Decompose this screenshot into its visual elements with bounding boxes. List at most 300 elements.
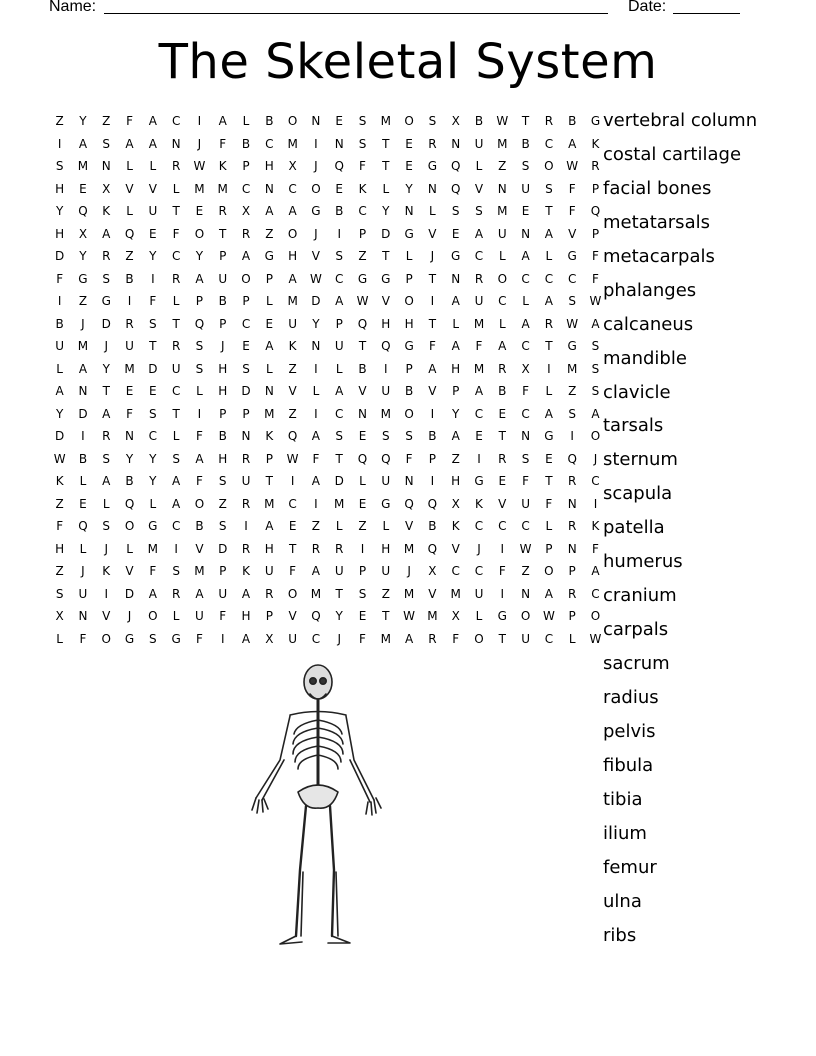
grid-letter: V: [474, 181, 484, 196]
grid-letter: P: [265, 451, 273, 466]
grid-letter: N: [241, 429, 251, 444]
grid-letter: S: [102, 519, 111, 534]
grid-letter: C: [521, 406, 530, 421]
grid-letter: Y: [79, 249, 87, 264]
grid-letter: L: [172, 429, 180, 444]
grid-letter: S: [55, 586, 64, 601]
grid-letter: Y: [335, 609, 343, 624]
grid-row: [48, 110, 607, 133]
grid-letter: Q: [450, 159, 461, 174]
grid-letter: I: [127, 294, 132, 309]
grid-letter: A: [498, 339, 507, 354]
word-list-item: sacrum: [603, 653, 670, 674]
grid-letter: S: [405, 429, 413, 444]
grid-letter: G: [101, 294, 111, 309]
grid-letter: G: [264, 249, 274, 264]
grid-letter: O: [404, 406, 414, 421]
grid-letter: N: [334, 136, 344, 151]
grid-row: [48, 223, 607, 246]
grid-letter: S: [242, 361, 250, 376]
grid-row: [48, 470, 607, 493]
grid-letter: X: [451, 609, 460, 624]
word-list-item: metatarsals: [603, 211, 710, 233]
grid-letter: I: [314, 496, 318, 511]
grid-letter: T: [382, 609, 390, 624]
grid-letter: W: [356, 294, 369, 309]
grid-letter: Z: [265, 226, 274, 241]
grid-letter: I: [104, 586, 109, 601]
grid-letter: F: [568, 204, 576, 219]
grid-letter: Z: [288, 406, 297, 421]
grid-row: [48, 380, 607, 403]
grid-letter: U: [474, 136, 484, 151]
grid-row: [48, 268, 607, 291]
grid-row: [48, 358, 607, 381]
grid-letter: I: [477, 451, 481, 466]
grid-letter: Y: [382, 204, 390, 219]
grid-letter: C: [171, 114, 181, 129]
grid-letter: A: [568, 136, 577, 151]
grid-letter: A: [335, 294, 344, 309]
grid-letter: T: [545, 474, 553, 489]
grid-letter: A: [148, 136, 157, 151]
grid-letter: L: [452, 316, 460, 331]
grid-letter: N: [264, 181, 274, 196]
grid-letter: W: [53, 451, 66, 466]
grid-letter: I: [593, 496, 598, 511]
grid-letter: Z: [55, 114, 64, 129]
grid-letter: S: [381, 429, 390, 444]
grid-letter: R: [125, 316, 134, 331]
grid-letter: L: [475, 609, 483, 624]
grid-letter: S: [475, 204, 483, 219]
grid-letter: H: [55, 541, 65, 556]
grid-row: [48, 515, 607, 538]
grid-letter: N: [451, 136, 461, 151]
grid-letter: L: [359, 474, 366, 489]
grid-letter: B: [428, 519, 437, 534]
grid-letter: H: [55, 226, 65, 241]
grid-letter: T: [265, 474, 273, 489]
grid-letter: T: [498, 429, 506, 444]
grid-row: [48, 290, 607, 313]
grid-letter: Q: [381, 339, 391, 354]
grid-letter: S: [545, 181, 553, 196]
grid-letter: Z: [311, 519, 321, 534]
grid-letter: D: [334, 474, 344, 489]
grid-letter: P: [405, 361, 413, 376]
grid-letter: M: [473, 316, 485, 331]
grid-row: [48, 200, 607, 223]
grid-letter: E: [358, 429, 367, 444]
word-list-item: femur: [603, 856, 657, 878]
grid-letter: Y: [149, 249, 157, 264]
grid-letter: Y: [55, 406, 64, 421]
grid-letter: R: [335, 541, 344, 556]
grid-letter: P: [591, 181, 600, 196]
grid-letter: S: [521, 451, 530, 466]
grid-letter: P: [219, 564, 227, 579]
grid-letter: W: [589, 294, 602, 309]
grid-letter: L: [545, 519, 553, 534]
grid-letter: Z: [568, 384, 577, 399]
grid-letter: N: [358, 406, 367, 421]
grid-letter: L: [172, 609, 180, 624]
grid-letter: J: [337, 631, 341, 646]
grid-letter: G: [427, 159, 438, 174]
grid-letter: W: [193, 159, 206, 174]
grid-letter: K: [218, 159, 227, 174]
grid-letter: M: [380, 406, 391, 421]
grid-letter: M: [194, 564, 205, 579]
grid-letter: J: [430, 249, 435, 264]
grid-letter: S: [149, 631, 157, 646]
grid-row: [48, 628, 607, 651]
grid-letter: O: [241, 271, 251, 286]
grid-letter: H: [218, 384, 228, 399]
grid-letter: F: [195, 429, 203, 444]
grid-letter: O: [404, 114, 414, 129]
grid-letter: C: [451, 564, 460, 579]
grid-letter: C: [288, 496, 297, 511]
grid-letter: C: [474, 249, 484, 264]
grid-letter: P: [265, 271, 273, 286]
grid-letter: W: [589, 631, 602, 646]
grid-letter: O: [544, 159, 554, 174]
grid-letter: M: [497, 136, 508, 151]
date-field-line[interactable]: [673, 13, 740, 14]
grid-letter: T: [358, 339, 367, 354]
word-list-item: sternum: [603, 449, 678, 471]
grid-letter: E: [265, 316, 274, 331]
grid-letter: T: [545, 204, 553, 219]
grid-letter: W: [496, 114, 509, 129]
grid-letter: Q: [567, 451, 577, 466]
grid-letter: L: [196, 384, 203, 399]
grid-letter: M: [450, 586, 461, 601]
grid-letter: Y: [312, 316, 320, 331]
grid-letter: S: [149, 316, 157, 331]
word-list-item: costal cartilage: [603, 143, 742, 165]
grid-letter: N: [171, 136, 181, 151]
grid-letter: M: [217, 181, 228, 196]
grid-letter: L: [56, 631, 63, 646]
grid-letter: R: [241, 541, 251, 556]
grid-letter: H: [381, 316, 391, 331]
grid-letter: X: [288, 159, 297, 174]
grid-letter: R: [568, 474, 577, 489]
grid-letter: L: [265, 361, 273, 376]
grid-letter: C: [591, 474, 600, 489]
grid-letter: M: [567, 361, 578, 376]
grid-letter: I: [430, 406, 435, 421]
grid-letter: U: [334, 564, 344, 579]
grid-letter: S: [149, 406, 157, 421]
word-list-item: humerus: [603, 551, 683, 573]
grid-letter: U: [521, 496, 530, 511]
grid-letter: A: [102, 474, 111, 489]
grid-letter: Q: [404, 496, 414, 511]
grid-letter: A: [55, 384, 64, 399]
grid-letter: L: [335, 361, 343, 376]
grid-letter: U: [334, 339, 344, 354]
word-list-item: mandible: [603, 347, 687, 369]
grid-letter: C: [335, 271, 344, 286]
grid-letter: M: [264, 406, 275, 421]
grid-letter: S: [591, 361, 600, 376]
grid-letter: V: [148, 181, 157, 196]
grid-letter: R: [428, 631, 437, 646]
grid-letter: U: [195, 609, 204, 624]
grid-letter: R: [171, 586, 181, 601]
grid-letter: S: [335, 429, 344, 444]
grid-letter: U: [497, 226, 507, 241]
grid-letter: J: [593, 451, 598, 466]
grid-letter: V: [125, 181, 134, 196]
grid-letter: Q: [357, 316, 368, 331]
grid-letter: I: [197, 406, 202, 421]
grid-letter: A: [148, 586, 157, 601]
grid-letter: R: [544, 114, 554, 129]
grid-letter: R: [311, 541, 321, 556]
grid-letter: T: [428, 271, 437, 286]
word-list-item: ulna: [603, 890, 642, 912]
grid-letter: L: [126, 159, 133, 174]
grid-letter: F: [195, 631, 203, 646]
word-list: [603, 109, 757, 957]
grid-letter: C: [544, 136, 554, 151]
grid-letter: Z: [358, 519, 367, 534]
word-list-item: scapula: [603, 483, 673, 505]
grid-letter: Z: [78, 294, 88, 309]
grid-letter: S: [218, 474, 227, 489]
grid-letter: Q: [287, 429, 298, 444]
grid-letter: T: [172, 204, 180, 219]
grid-letter: S: [451, 204, 460, 219]
grid-letter: I: [174, 541, 178, 556]
grid-letter: U: [264, 564, 274, 579]
grid-letter: Z: [218, 496, 227, 511]
grid-letter: J: [104, 339, 109, 354]
grid-letter: I: [81, 429, 85, 444]
grid-letter: A: [428, 361, 437, 376]
grid-letter: V: [288, 609, 297, 624]
grid-letter: J: [314, 159, 318, 174]
grid-letter: H: [381, 541, 391, 556]
grid-letter: O: [287, 114, 298, 129]
grid-letter: A: [288, 204, 297, 219]
grid-letter: J: [407, 564, 411, 579]
grid-letter: I: [314, 136, 318, 151]
grid-letter: S: [568, 406, 576, 421]
name-field-line[interactable]: [104, 13, 608, 14]
grid-letter: U: [125, 339, 134, 354]
grid-letter: Y: [195, 249, 204, 264]
grid-letter: G: [171, 631, 181, 646]
grid-letter: B: [218, 429, 227, 444]
grid-letter: H: [451, 474, 461, 489]
grid-letter: S: [55, 159, 64, 174]
grid-letter: F: [522, 384, 530, 399]
grid-letter: E: [358, 496, 367, 511]
grid-letter: D: [78, 406, 88, 421]
grid-letter: U: [381, 384, 391, 399]
grid-letter: A: [102, 226, 111, 241]
grid-letter: F: [452, 631, 460, 646]
grid-letter: E: [149, 384, 157, 399]
grid-letter: E: [79, 496, 87, 511]
grid-letter: I: [430, 294, 435, 309]
grid-letter: L: [312, 384, 320, 399]
grid-letter: A: [544, 226, 553, 241]
grid-letter: L: [79, 541, 87, 556]
grid-letter: F: [289, 564, 297, 579]
header: [0, 0, 816, 20]
grid-letter: I: [151, 271, 155, 286]
grid-letter: C: [544, 271, 554, 286]
grid-letter: V: [568, 226, 577, 241]
grid-letter: S: [195, 361, 204, 376]
grid-row: [48, 403, 607, 426]
grid-letter: E: [242, 339, 250, 354]
grid-letter: O: [590, 429, 601, 444]
grid-letter: L: [498, 249, 506, 264]
grid-letter: Z: [125, 249, 134, 264]
grid-letter: V: [311, 249, 321, 264]
grid-letter: A: [265, 519, 274, 534]
grid-letter: N: [264, 384, 274, 399]
grid-letter: F: [592, 541, 599, 556]
grid-letter: D: [148, 361, 158, 376]
grid-letter: M: [334, 496, 345, 511]
word-list-item: tibia: [603, 788, 643, 810]
grid-letter: N: [451, 271, 461, 286]
grid-letter: B: [335, 204, 344, 219]
grid-letter: R: [544, 316, 554, 331]
grid-letter: G: [451, 249, 461, 264]
grid-letter: F: [312, 451, 320, 466]
grid-letter: C: [498, 294, 507, 309]
grid-letter: W: [566, 316, 579, 331]
grid-letter: V: [102, 609, 111, 624]
grid-letter: B: [265, 114, 274, 129]
grid-letter: U: [521, 181, 530, 196]
grid-letter: C: [474, 564, 484, 579]
grid-letter: V: [381, 294, 390, 309]
grid-letter: Q: [194, 316, 205, 331]
grid-letter: A: [195, 271, 204, 286]
grid-letter: P: [242, 159, 250, 174]
grid-letter: K: [358, 181, 367, 196]
grid-letter: A: [544, 294, 553, 309]
grid-letter: A: [241, 586, 251, 601]
grid-letter: Q: [124, 226, 135, 241]
grid-letter: B: [358, 361, 367, 376]
page-title: The Skeletal System: [158, 34, 658, 90]
grid-letter: V: [428, 384, 437, 399]
grid-letter: Z: [451, 451, 460, 466]
grid-letter: A: [521, 249, 530, 264]
grid-letter: O: [474, 631, 484, 646]
grid-letter: U: [171, 361, 181, 376]
grid-letter: T: [172, 316, 180, 331]
grid-letter: M: [287, 136, 298, 151]
grid-letter: U: [381, 474, 391, 489]
grid-letter: Z: [358, 249, 367, 264]
grid-letter: F: [56, 519, 64, 534]
grid-letter: L: [102, 496, 110, 511]
grid-letter: F: [126, 406, 133, 421]
grid-letter: S: [591, 384, 600, 399]
grid-letter: I: [314, 361, 318, 376]
grid-letter: S: [102, 136, 111, 151]
grid-letter: Z: [521, 564, 530, 579]
word-list-item: facial bones: [603, 177, 712, 199]
grid-letter: E: [545, 451, 553, 466]
grid-letter: F: [405, 451, 413, 466]
grid-letter: E: [498, 406, 507, 421]
word-list-item: pelvis: [603, 720, 656, 742]
grid-letter: W: [286, 451, 299, 466]
grid-letter: G: [357, 271, 368, 286]
grid-letter: T: [172, 406, 180, 421]
grid-letter: L: [126, 541, 133, 556]
grid-letter: A: [591, 316, 600, 331]
grid-letter: L: [149, 159, 157, 174]
grid-letter: B: [521, 136, 530, 151]
grid-letter: C: [544, 631, 554, 646]
grid-letter: C: [521, 519, 530, 534]
grid-letter: S: [172, 564, 180, 579]
grid-letter: K: [265, 429, 274, 444]
grid-letter: J: [197, 136, 202, 151]
word-list-item: phalanges: [603, 279, 697, 301]
grid-letter: F: [359, 631, 366, 646]
grid-letter: T: [428, 316, 437, 331]
grid-letter: V: [288, 384, 297, 399]
grid-letter: A: [102, 406, 111, 421]
grid-letter: D: [101, 316, 111, 331]
grid-letter: O: [544, 564, 554, 579]
grid-row: [48, 583, 607, 606]
grid-letter: E: [521, 204, 530, 219]
grid-letter: U: [474, 294, 484, 309]
grid-letter: P: [568, 564, 576, 579]
grid-letter: O: [148, 609, 158, 624]
grid-letter: P: [242, 406, 250, 421]
grid-letter: Q: [311, 609, 321, 624]
grid-letter: F: [219, 136, 227, 151]
grid-letter: L: [498, 316, 506, 331]
grid-letter: Q: [78, 204, 88, 219]
grid-letter: M: [77, 159, 89, 174]
grid-letter: C: [288, 181, 297, 196]
grid-letter: A: [591, 564, 600, 579]
grid-letter: T: [498, 631, 506, 646]
grid-letter: G: [567, 249, 577, 264]
grid-letter: H: [55, 181, 65, 196]
grid-letter: A: [125, 136, 134, 151]
grid-letter: S: [172, 451, 180, 466]
grid-letter: E: [335, 181, 343, 196]
skeleton-illustration: [228, 660, 408, 960]
grid-letter: J: [314, 226, 318, 241]
grid-letter: M: [77, 339, 89, 354]
grid-letter: Y: [452, 406, 460, 421]
grid-letter: R: [171, 159, 181, 174]
grid-letter: X: [55, 609, 64, 624]
grid-letter: I: [197, 114, 202, 129]
